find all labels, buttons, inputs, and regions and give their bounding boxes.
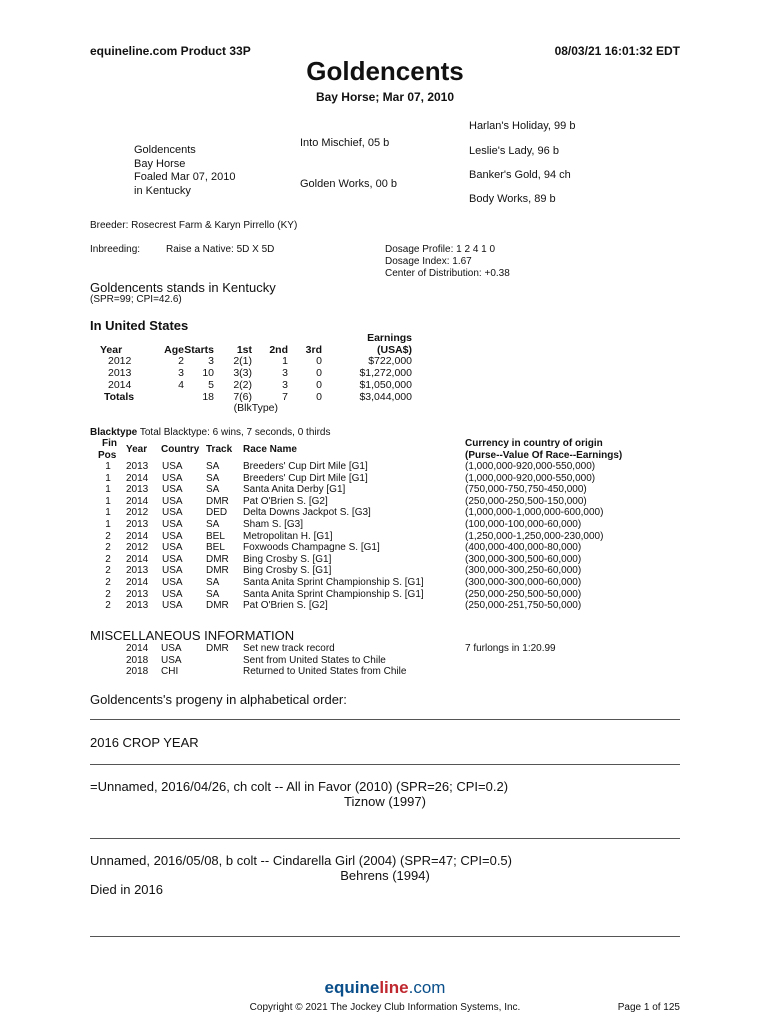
- second-header: 2nd: [269, 343, 288, 356]
- progeny-entry-note: Died in 2016: [90, 882, 163, 897]
- table-row: 2 2013 USA DMR Bing Crosby S. [G1] (300,000-300,250-60,000): [105, 565, 582, 577]
- totals-row: Totals 18 7(6) 7 0 $3,044,000: [104, 390, 412, 403]
- us-heading: In United States: [90, 318, 189, 333]
- table-row: 1 2012 USA DED Delta Downs Jackpot S. [G3] (1,000,000-1,000,000-600,000): [105, 507, 604, 519]
- divider: [90, 764, 680, 765]
- blacktype-summary: [90, 427, 331, 438]
- currency-subtitle: (Purse--Value Of Race--Earnings): [465, 450, 623, 461]
- progeny-entry: Unnamed, 2016/05/08, b colt -- Cindarella Girl (2004) (SPR=47; CPI=0.5): [90, 853, 512, 868]
- divider: [90, 838, 680, 839]
- third-header: 3rd: [305, 343, 322, 356]
- horse-foaled: Foaled Mar 07, 2010: [134, 171, 236, 183]
- sire-sire: Harlan's Holiday, 99 b: [469, 120, 576, 132]
- table-row: 2 2014 USA DMR Bing Crosby S. [G1] (300,000-300,500-60,000): [105, 553, 582, 565]
- dam-dam: Body Works, 89 b: [469, 193, 556, 205]
- divider: [90, 936, 680, 937]
- dosage-index: Dosage Index: 1.67: [385, 256, 472, 267]
- dosage-block: [385, 244, 510, 280]
- track-header: Track: [206, 444, 233, 455]
- dosage-profile: Dosage Profile: 1 2 4 1 0: [385, 244, 496, 255]
- dam-sire: Banker's Gold, 94 ch: [469, 169, 571, 181]
- sire-dam: Leslie's Lady, 96 b: [469, 145, 559, 157]
- first-header: 1st: [236, 343, 252, 356]
- table-row: 1 2014 USA DMR Pat O'Brien S. [G2] (250,000-250,500-150,000): [105, 495, 587, 507]
- table-row: 2 2014 USA BEL Metropolitan H. [G1] (1,250,000-1,250,000-230,000): [105, 530, 604, 542]
- blacktype-table: [100, 461, 665, 612]
- table-row: 2018 USA Sent from United States to Chile: [126, 654, 386, 666]
- starts-header: Starts: [184, 343, 214, 356]
- page-subtitle: Bay Horse; Mar 07, 2010: [315, 90, 455, 104]
- currency-header: (USA$): [376, 343, 412, 356]
- page-number: Page 1 of 125: [617, 1002, 680, 1013]
- table-row: 2 2013 USA DMR Pat O'Brien S. [G2] (250,000-251,750-50,000): [105, 600, 582, 612]
- crop-year-heading: 2016 CROP YEAR: [90, 735, 199, 750]
- table-row: 2 2013 USA SA Santa Anita Sprint Championship S. [G1] (250,000-250,500-50,000): [105, 588, 582, 600]
- horse-info: [134, 144, 236, 198]
- table-row: 1 2014 USA SA Breeders' Cup Dirt Mile [G1] (1,000,000-920,000-550,000): [105, 472, 596, 484]
- table-row: 2012 2 3 2(1) 1 0 $722,000: [108, 355, 412, 368]
- dam: Golden Works, 00 b: [300, 178, 398, 190]
- horse-birthplace: in Kentucky: [134, 184, 191, 197]
- horse-color: Bay Horse: [134, 157, 186, 170]
- table-row: 1 2013 USA SA Sham S. [G3] (100,000-100,000-60,000): [105, 518, 582, 530]
- age-header: Age: [164, 343, 184, 356]
- table-row: 2 2014 USA SA Santa Anita Sprint Championship S. [G1] (300,000-300,000-60,000): [105, 576, 582, 588]
- us-stats-table: [100, 333, 412, 415]
- blktype-note: (BlkType): [233, 402, 278, 415]
- progeny-entry-sire: Behrens (1994): [340, 868, 430, 883]
- progeny-entry: =Unnamed, 2016/04/26, ch colt -- All in Favor (2010) (SPR=26; CPI=0.2): [90, 779, 509, 794]
- table-row: 1 2013 USA SA Santa Anita Derby [G1] (750,000-750,750-450,000): [105, 484, 587, 496]
- table-row: 2014 4 5 2(2) 3 0 $1,050,000: [108, 378, 412, 391]
- misc-heading: MISCELLANEOUS INFORMATION: [90, 628, 295, 643]
- progeny-entry-sire: Tiznow (1997): [344, 794, 426, 809]
- table-row: 2014 USA DMR Set new track record 7 furlongs in 1:20.99: [126, 643, 556, 654]
- pos-header: Pos: [98, 450, 117, 461]
- copyright: Copyright © 2021 The Jockey Club Information Systems, Inc.: [249, 1002, 521, 1013]
- race-name-header: Race Name: [243, 444, 297, 455]
- country-header: Country: [161, 444, 200, 455]
- currency-title: Currency in country of origin: [465, 438, 603, 449]
- breeder: Breeder: Rosecrest Farm & Karyn Pirrello (KY): [90, 220, 298, 231]
- divider: [90, 719, 680, 720]
- inbreeding-label: Inbreeding:: [90, 244, 141, 255]
- year-col-header: Year: [126, 444, 148, 455]
- table-row: 2018 CHI Returned to United States from Chile: [126, 666, 407, 678]
- misc-table: [126, 643, 665, 678]
- center-of-distribution: Center of Distribution: +0.38: [385, 268, 510, 279]
- horse-name: Goldencents: [134, 144, 196, 156]
- stands-location: Goldencents stands in Kentucky: [90, 280, 276, 295]
- table-row: 2 2012 USA BEL Foxwoods Champagne S. [G1] (400,000-400,000-80,000): [105, 542, 582, 554]
- inbreeding-value: Raise a Native: 5D X 5D: [166, 244, 275, 255]
- earnings-header: Earnings: [367, 332, 412, 344]
- print-timestamp: 08/03/21 16:01:32 EDT: [554, 44, 680, 58]
- spr-cpi: (SPR=99; CPI=42.6): [90, 294, 182, 305]
- sire: Into Mischief, 05 b: [300, 137, 390, 149]
- year-header: Year: [100, 343, 123, 356]
- blacktype-totals: Total Blacktype: 6 wins, 7 seconds, 0 thirds: [137, 427, 331, 438]
- fin-header: Fin: [102, 438, 117, 449]
- table-row: 2013 3 10 3(3) 3 0 $1,272,000: [108, 367, 412, 380]
- equineline-logo: equineline.com: [324, 978, 446, 997]
- table-row: 1 2013 USA SA Breeders' Cup Dirt Mile [G1] (1,000,000-920,000-550,000): [105, 461, 596, 472]
- blacktype-label: Blacktype: [90, 427, 138, 438]
- product-label: equineline.com Product 33P: [90, 44, 251, 58]
- page-title: Goldencents: [306, 56, 464, 86]
- progeny-heading: Goldencents's progeny in alphabetical order:: [90, 692, 347, 707]
